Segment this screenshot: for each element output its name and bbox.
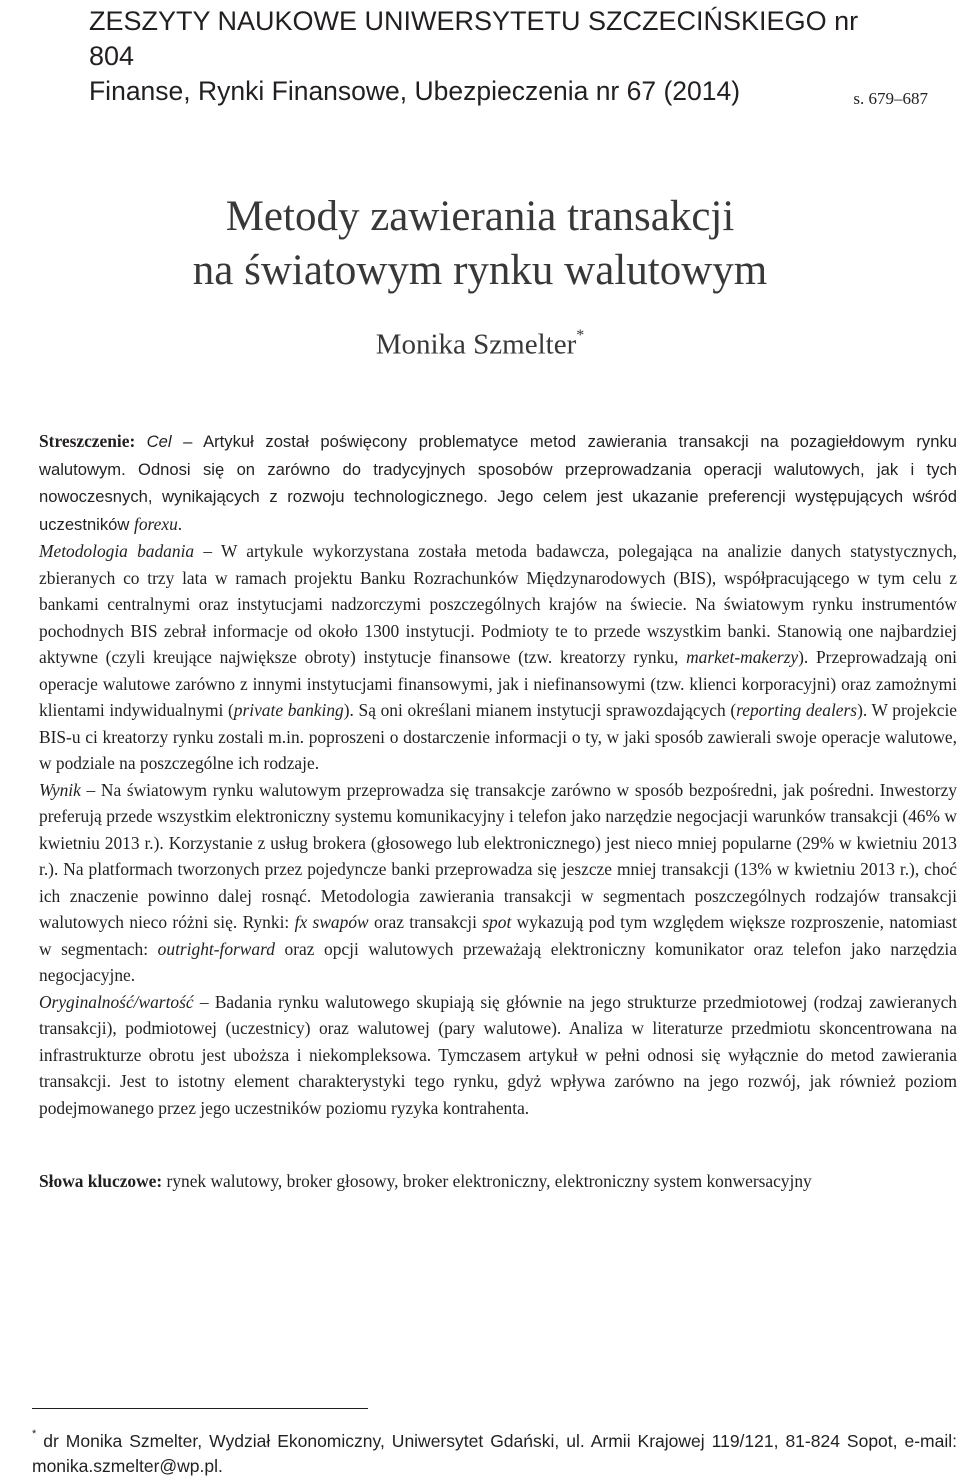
abstract-oryginalnosc xyxy=(39,989,957,1122)
metodologia-label: Metodologia badania xyxy=(39,541,195,561)
journal-header xyxy=(89,4,889,109)
author-name: Monika Szmelter xyxy=(375,328,577,361)
keywords xyxy=(39,1168,957,1195)
journal-name: ZESZYTY NAUKOWE UNIWERSYTETU SZCZECIŃSKIEGO nr 804 xyxy=(89,6,859,71)
metodologia-term-3: reporting dealers xyxy=(736,700,858,720)
cel-label: Cel xyxy=(146,432,172,451)
footnote-mark: * xyxy=(32,1428,37,1440)
title-line-2: na światowym rynku walutowym xyxy=(192,247,768,294)
wynik-label: Wynik xyxy=(39,779,81,800)
article-title xyxy=(0,190,960,298)
metodologia-term-1: market-makerzy xyxy=(686,647,799,667)
metodologia-text-2: ). Przeprowadzają oni operacje walutowe zarówno z innymi instytucjami finansowymi, jak i niefinansowymi (tzw. klienci korporacyjni) oraz zamożnymi klientami indywidualnymi ( xyxy=(39,647,957,720)
oryginalnosc-label: Oryginalność/wartość xyxy=(39,991,194,1012)
page-range: s. 679–687 xyxy=(853,89,928,108)
metodologia-text-4: ). W projekcie BIS-u ci kreatorzy rynku zostali m.in. poproszeni o dostarczenie informacji o ty, w jaki sposób zawierali swoje operacje walutowe, w podziale na poszczególne ich rodzaje. xyxy=(39,700,957,773)
wynik-term-3: outright-forward xyxy=(157,938,275,959)
wynik-text-3: wykazują pod tym względem większe rozproszenie, natomiast w segmentach: xyxy=(39,912,957,959)
wynik-text-4: oraz opcji walutowych przeważają elektroniczny komunikator oraz telefon jako narzędzia negocjacyjne. xyxy=(39,938,957,985)
author xyxy=(0,320,960,364)
keywords-label: Słowa kluczowe: xyxy=(39,1171,163,1191)
author-footnote-mark: * xyxy=(576,327,585,344)
footnote-text: dr Monika Szmelter, Wydział Ekonomiczny, Uniwersytet Gdański, ul. Armii Krajowej 119/121, 81-824 Sopot, e-mail: monika.szmelter@wp.pl. xyxy=(32,1430,957,1476)
footnote-divider xyxy=(32,1408,368,1409)
journal-series: Finanse, Rynki Finansowe, Ubezpieczenia nr 67 (2014) xyxy=(89,76,741,106)
abstract xyxy=(39,428,957,1121)
wynik-term-2: spot xyxy=(482,912,512,932)
abstract-metodologia xyxy=(39,538,957,777)
wynik-text-2: oraz transakcji xyxy=(368,912,483,932)
footnote xyxy=(32,1425,957,1479)
metodologia-text-3: ). Są oni określani mianem instytucji sprawozdających ( xyxy=(343,700,737,720)
oryginalnosc-text: – Badania rynku walutowego skupiają się głównie na jego strukturze przedmiotowej (rodzaj zawieranych transakcji), podmiotowej (uczestnicy) oraz walutowej (pary walutowe). Analiza w literaturze przedmiotu skoncentrowana na infrastrukturze obrotu jest uboższa i niekompleksowa. Tymczasem artykuł w pełni odnosi się wyłącznie do metod zawierania transakcji. Jest to istotny element charakterystyki tego rynku, gdyż wpływa zarówno na jego rozwój, jak również poziom podejmowanego przez jego uczestników poziomu ryzyka kontrahenta. xyxy=(39,991,957,1118)
cel-text: – Artykuł został poświęcony problematyce metod zawierania transakcji na pozagiełdowym rynku walutowym. Odnosi się on zarówno do tradycyjnych sposobów przeprowadzania operacji walutowych, jak i tych nowoczesnych, wynikających z rozwoju technologicznego. Jego celem jest ukazanie preferencji występujących wśród uczestników xyxy=(39,432,957,534)
metodologia-text-1: – W artykule wykorzystana została metoda badawcza, polegająca na analizie danych statystycznych, zbieranych co trzy lata w ramach projektu Banku Rozrachunków Międzynarodowych (BIS), współpracującego w tym celu z bankami centralnymi oraz instytucjami nadzorczymi poszczególnych krajów na świecie. Na światowym rynku instrumentów pochodnych BIS zebrał informacje od około 1300 instytucji. Podmioty te to przede wszystkim banki. Stanowią one najbardziej aktywne (czyli kreujące największe obroty) instytucje finansowe (tzw. kreatorzy rynku, xyxy=(39,541,957,667)
cel-end: . xyxy=(177,513,183,534)
wynik-text-1: – Na światowym rynku walutowym przeprowadza się transakcje zarówno w sposób bezpośredni, jak pośredni. Inwestorzy preferują przede wszystkim elektroniczny systemu komunikacyjny i telefon jako narzędzie negocjacji warunków transakcji (46% w kwietniu 2013 r.). Korzystanie z usług brokera (głosowego lub elektronicznego) jest nieco mniej popularne (29% w kwietniu 2013 r.). Na platformach tworzonych przez pojedyncze banki przeprowadza się jeszcze mniej transakcji (13% w kwietniu 2013 r.), choć ich znaczenie powinno dalej rosnąć. Metodologia zawierania transakcji w segmentach poszczególnych rodzajów transakcji walutowych nieco różni się. Rynki: xyxy=(39,779,957,932)
title-line-1: Metody zawierania transakcji xyxy=(225,193,735,240)
cel-term: forexu xyxy=(134,513,178,534)
abstract-wynik xyxy=(39,777,957,989)
abstract-cel xyxy=(39,428,957,538)
abstract-label: Streszczenie: xyxy=(39,431,136,451)
wynik-term-1: fx swapów xyxy=(294,912,369,932)
keywords-text: rynek walutowy, broker głosowy, broker elektroniczny, elektroniczny system konwersacyjny xyxy=(162,1171,812,1191)
metodologia-term-2: private banking xyxy=(233,700,344,720)
